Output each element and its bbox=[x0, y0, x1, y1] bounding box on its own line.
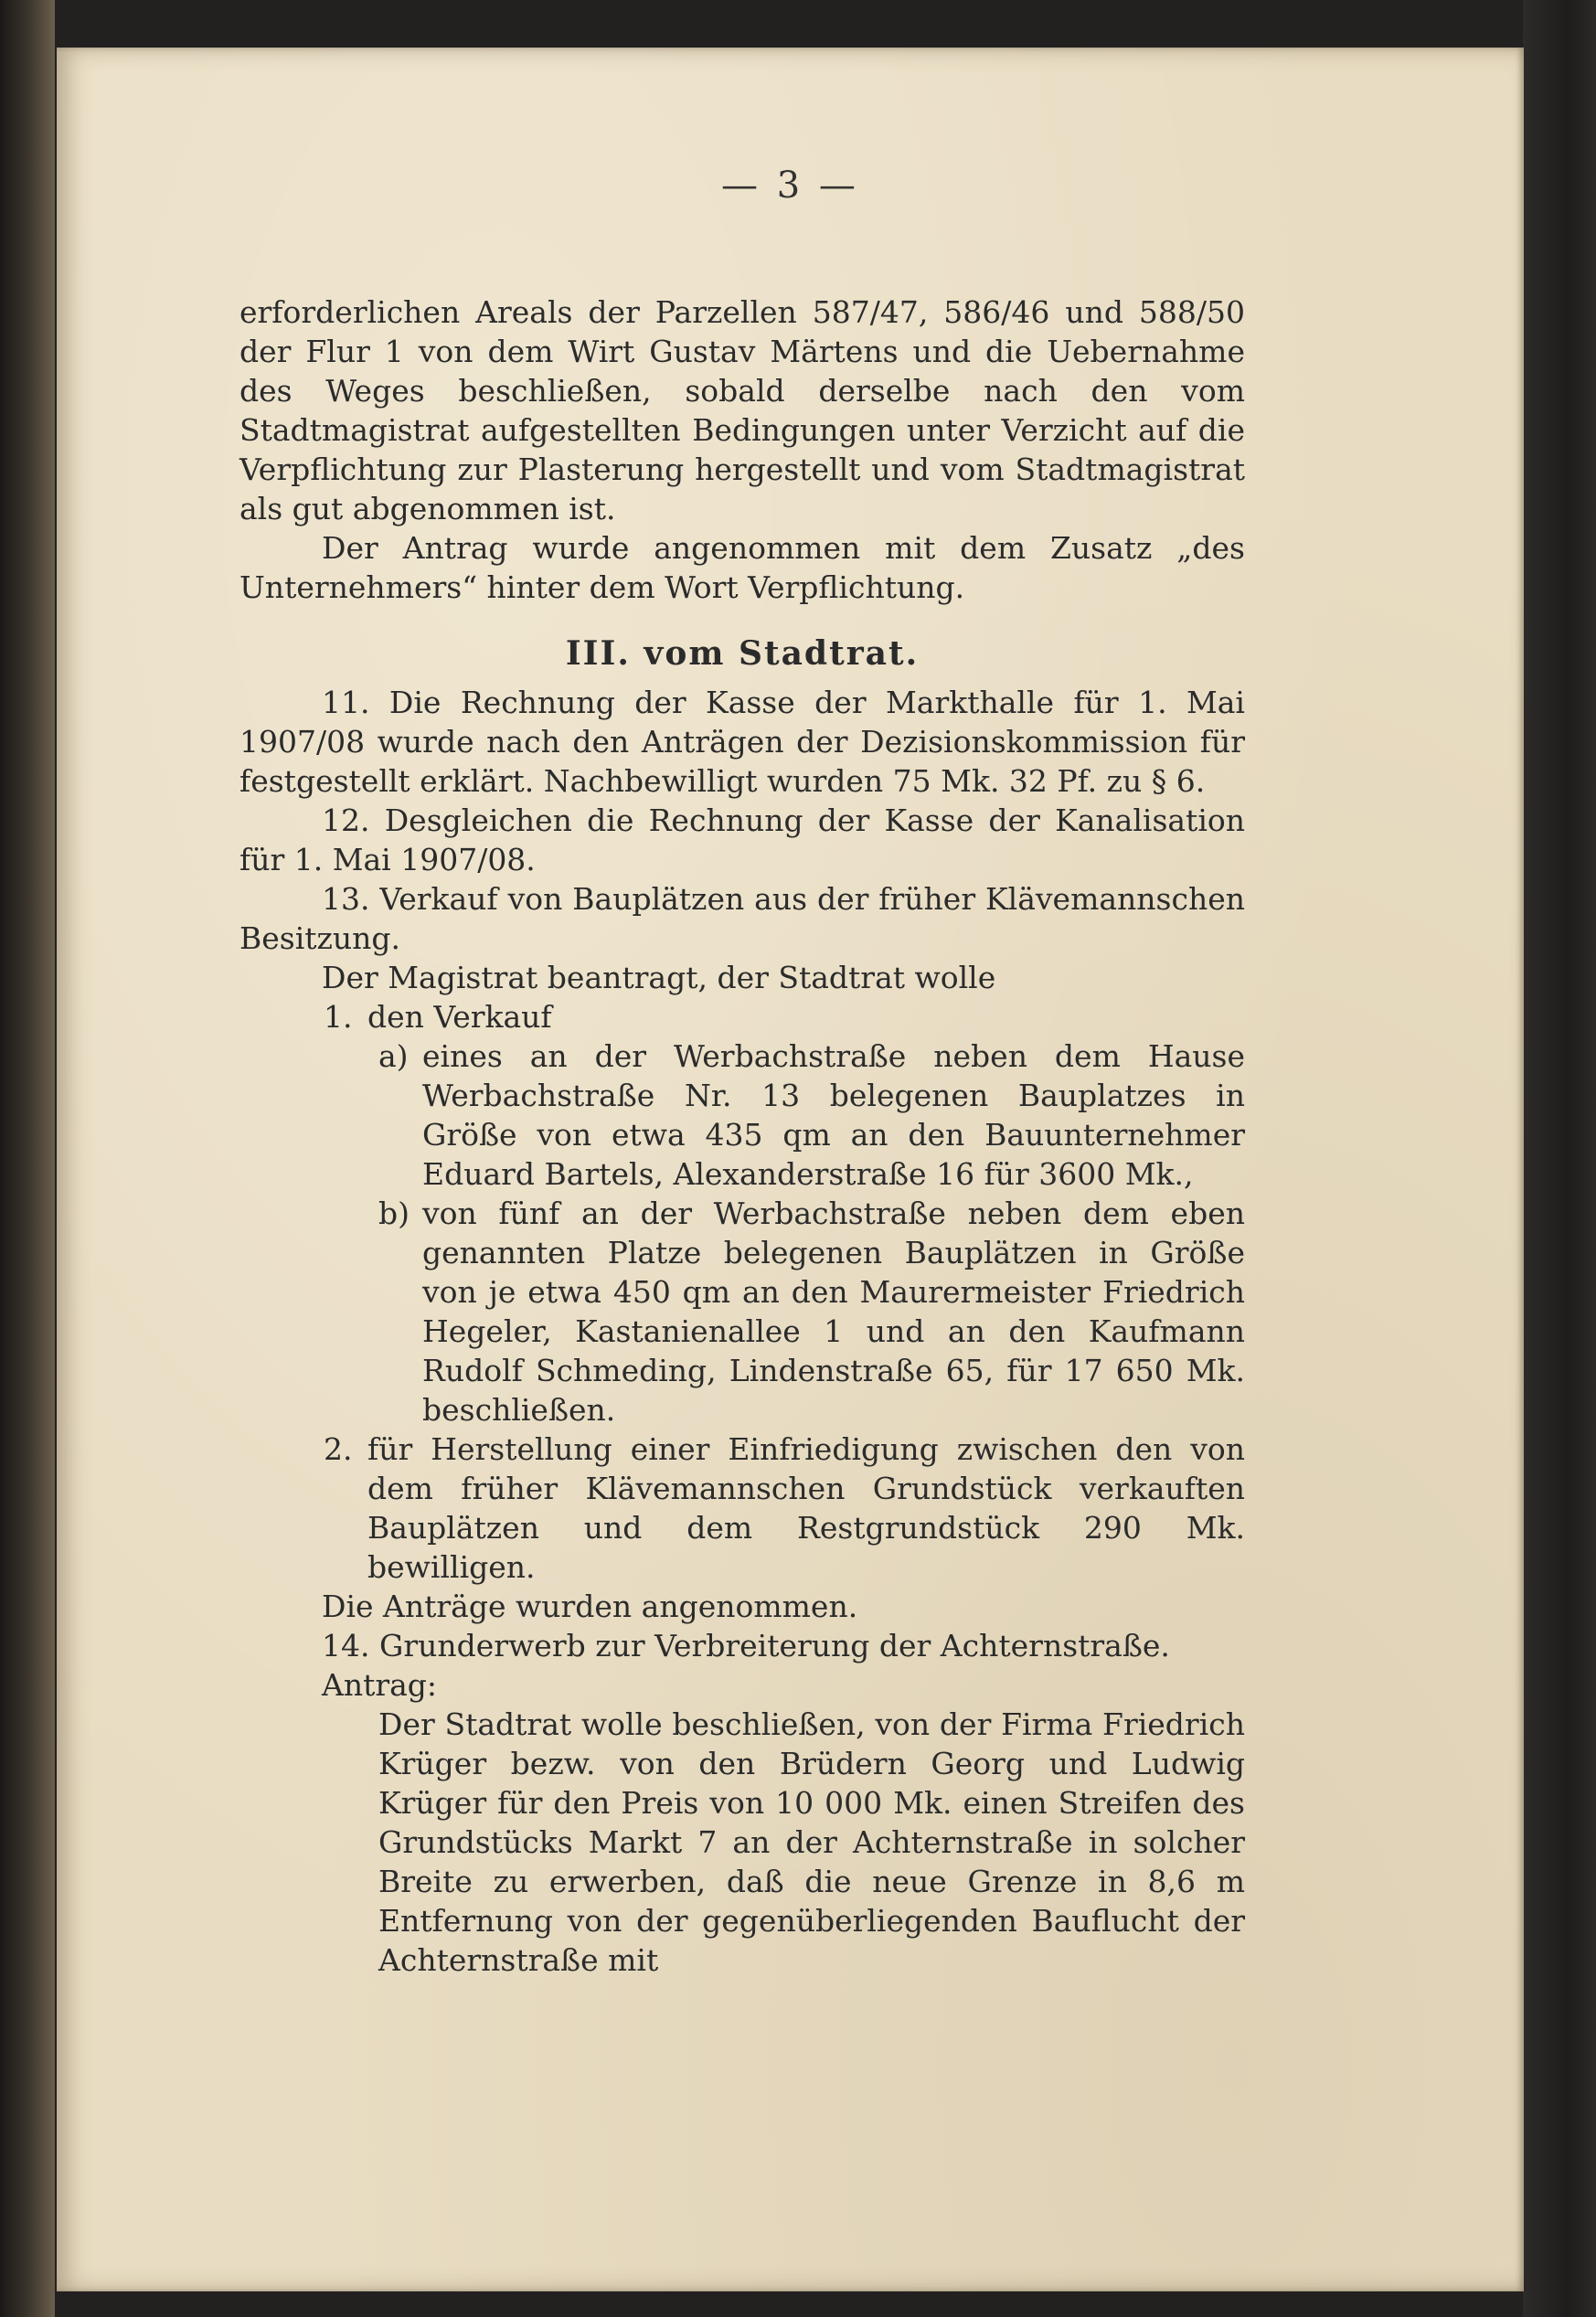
list-text: eines an der Werbachstraße neben dem Hause Werbachstraße Nr. 13 belegenen Bauplatzes in Größe von etwa 435 qm an den Bauunternehmer Eduard Bartels, Alexanderstraße 16 für 3600 Mk., bbox=[422, 1038, 1245, 1192]
document-page bbox=[57, 48, 1524, 2291]
book-cover-edge bbox=[1523, 0, 1596, 2317]
list-label: 2. bbox=[324, 1431, 353, 1467]
list-label: a) bbox=[378, 1038, 409, 1074]
list-item-b bbox=[239, 1194, 1245, 1430]
book-spine bbox=[0, 0, 55, 2317]
amendment-paragraph: Der Antrag wurde angenommen mit dem Zusatz „des Unternehmers“ hinter dem Wort Verpflichtung. bbox=[239, 530, 1245, 605]
list-label: b) bbox=[378, 1196, 410, 1231]
page-content bbox=[239, 292, 1245, 1980]
list-text: den Verkauf bbox=[367, 999, 552, 1035]
magistrat-line: Der Magistrat beantragt, der Stadtrat wolle bbox=[322, 960, 996, 995]
antrag-text: Der Stadtrat wolle beschließen, von der Firma Friedrich Krüger bezw. von den Brüdern Georg und Ludwig Krüger für den Preis von 10 000 Mk. einen Streifen des Grundstücks Markt 7 an der Achternstraße in solcher Breite zu erwerben, daß die neue Grenze in 8,6 m Entfernung von der gegenüberliegenden Bauflucht der Achternstraße mit bbox=[378, 1706, 1245, 1978]
accepted-line: Die Anträge wurden angenommen. bbox=[322, 1589, 858, 1624]
item-11: 11. Die Rechnung der Kasse der Markthalle für 1. Mai 1907/08 wurde nach den Anträgen der Dezisionskommission für festgestellt erklärt. Nachbewilligt wurden 75 Mk. 32 Pf. zu § 6. bbox=[239, 685, 1245, 799]
list-item-a bbox=[239, 1036, 1245, 1194]
list-item-2 bbox=[239, 1430, 1245, 1587]
antrag-label: Antrag: bbox=[322, 1667, 438, 1703]
page-number: — 3 — bbox=[721, 165, 859, 207]
intro-paragraph: erforderlichen Areals der Parzellen 587/47, 586/46 und 588/50 der Flur 1 von dem Wirt Gustav Märtens und die Uebernahme des Weges beschließen, sobald derselbe nach den vom Stadtmagistrat aufgestellten Bedingungen unter Verzicht auf die Verpflichtung zur Plasterung hergestellt und vom Stadtmagistrat als gut abgenommen ist. bbox=[239, 294, 1245, 526]
list-label: 1. bbox=[324, 999, 353, 1035]
item-13: 13. Verkauf von Bauplätzen aus der früher Klävemannschen Besitzung. bbox=[239, 881, 1245, 956]
item-14: 14. Grunderwerb zur Verbreiterung der Achternstraße. bbox=[322, 1628, 1170, 1663]
section-heading: III. vom Stadtrat. bbox=[565, 634, 920, 673]
list-text: für Herstellung einer Einfriedigung zwischen den von dem früher Klävemannschen Grundstück verkauften Bauplätzen und dem Restgrundstück 290 Mk. bewilligen. bbox=[367, 1431, 1245, 1585]
item-12: 12. Desgleichen die Rechnung der Kasse der Kanalisation für 1. Mai 1907/08. bbox=[239, 802, 1245, 877]
list-text: von fünf an der Werbachstraße neben dem eben genannten Platze belegenen Bauplätzen in Größe von je etwa 450 qm an den Maurermeister Friedrich Hegeler, Kastanienallee 1 und an den Kaufmann Rudolf Schmeding, Lindenstraße 65, für 17 650 Mk. beschließen. bbox=[422, 1196, 1245, 1428]
list-item-1 bbox=[239, 997, 1245, 1036]
